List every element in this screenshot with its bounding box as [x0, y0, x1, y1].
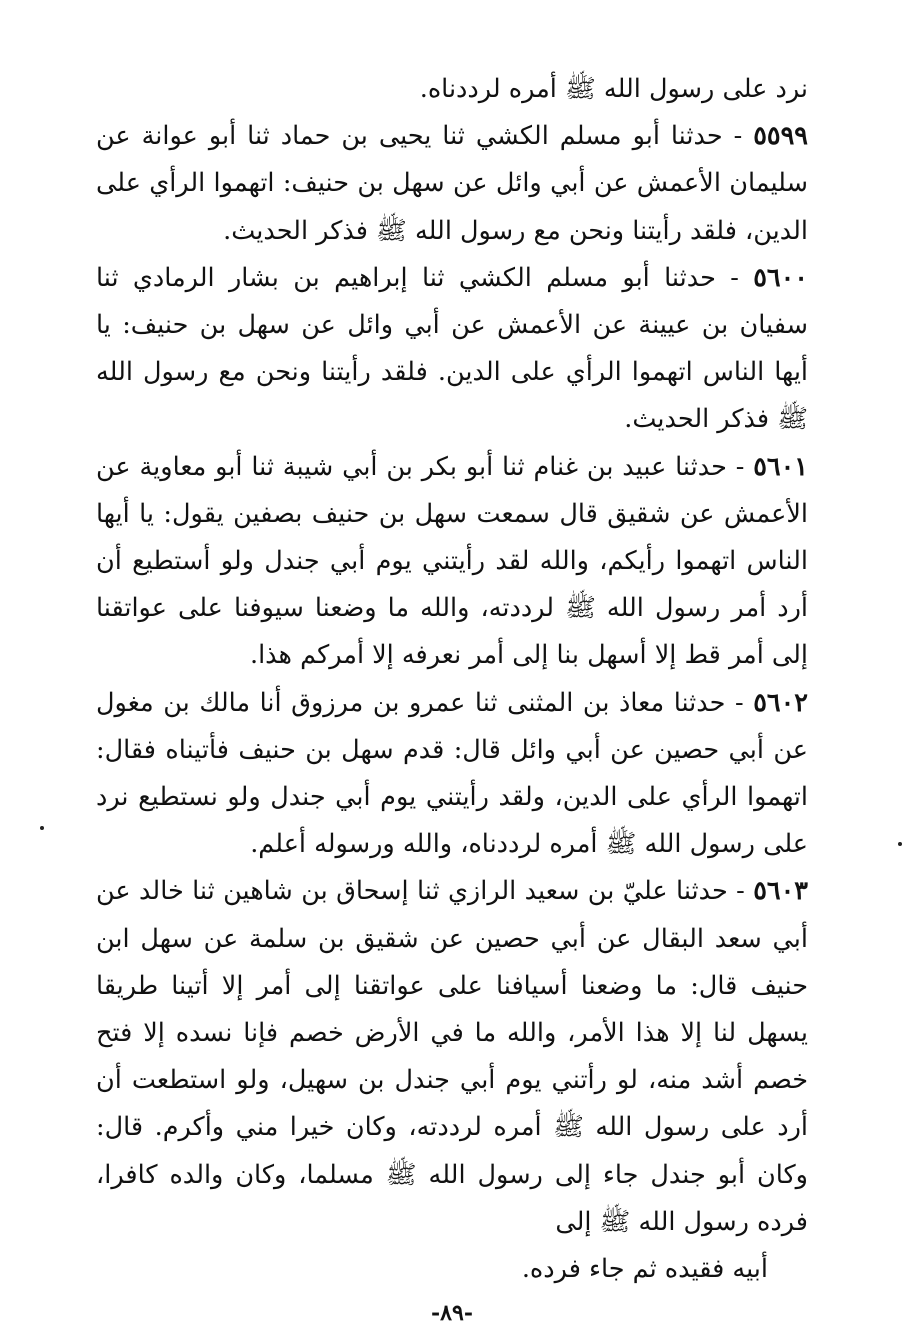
hadith-text: حدثنا معاذ بن المثنى ثنا عمرو بن مرزوق أنا مالك بن مغول عن أبي حصين عن أبي وائل قال: قدم سهل بن حنيف فأتيناه فقال: اتهموا الرأي على الدين، ولقد رأيتني يوم أبي جندل ولو نستطيع نرد على رسول الله ﷺ أمره لرددناه، والله ورسوله أعلم. [96, 687, 808, 860]
hadith-text: حدثنا عليّ بن سعيد الرازي ثنا إسحاق بن شاهين ثنا خالد عن أبي سعد البقال عن أبي حصين عن شقيق بن سلمة عن سهل ابن حنيف قال: ما وضعنا أسيافنا على عواتقنا إلى أمر إلا أتينا طريقا يسهل لنا إلا هذا الأمر، والله ما في الأرض خصم فإنا نسده إلا فتح خصم أشد منه، لو رأتني يوم أبي جندل بن سهيل، ولو استطعت أن أرد على رسول الله ﷺ أمره لرددته، وكان خيرا مني وأكرم. قال: وكان أبو جندل جاء إلى رسول الله ﷺ مسلما، وكان والده كافرا، فرده رسول الله ﷺ إلى [96, 876, 808, 1237]
hadith-number: ٥٦٠١ [753, 451, 808, 482]
hadith-text: حدثنا أبو مسلم الكشي ثنا يحيى بن حماد ثنا أبو عوانة عن سليمان الأعمش عن أبي وائل عن سهل بن حنيف: اتهموا الرأي على الدين، فلقد رأيتنا ونحن مع رسول الله ﷺ فذكر الحديث. [96, 121, 808, 246]
hadith-dash: - [715, 262, 754, 293]
hadith-text: حدثنا عبيد بن غنام ثنا أبو بكر بن أبي شيبة ثنا أبو معاوية عن الأعمش عن شقيق قال سمعت سهل بن حنيف بصفين يقول: يا أيها الناس اتهموا رأيكم، والله لقد رأيتني يوم أبي جندل ولو أستطيع أن أرد أمر رسول الله ﷺ لرددته، والله ما وضعنا سيوفنا على عواتقنا إلى أمر قط إلا أسهل بنا إلى أمر نعرفه إلا أمركم هذا. [96, 451, 808, 671]
hadith-number: ٥٦٠٣ [753, 876, 808, 907]
continuation-paragraph: نرد على رسول الله ﷺ أمره لرددناه. [419, 74, 808, 104]
hadith-paragraph [96, 868, 808, 1246]
hadith-dash: - [722, 121, 754, 152]
hadith-number: ٥٦٠٢ [753, 687, 808, 718]
hadith-final-line: أبيه فقيده ثم جاء فرده. [521, 1254, 768, 1285]
page-body [96, 66, 808, 1293]
hadith-paragraph [96, 255, 808, 444]
hadith-paragraph [96, 680, 808, 869]
hadith-paragraph [96, 444, 808, 680]
margin-dot [40, 826, 44, 830]
hadith-dash: - [727, 876, 754, 907]
hadith-number: ٥٥٩٩ [753, 121, 809, 152]
hadith-paragraph [96, 113, 808, 255]
margin-dot [898, 842, 902, 846]
hadith-dash: - [725, 687, 754, 718]
hadith-text: حدثنا أبو مسلم الكشي ثنا إبراهيم بن بشار الرمادي ثنا سفيان بن عيينة عن الأعمش عن أبي وائل عن سهل بن حنيف: يا أيها الناس اتهموا الرأي على الدين. فلقد رأيتنا ونحن مع رسول الله ﷺ فذكر الحديث. [96, 262, 808, 435]
hadith-dash: - [726, 451, 754, 482]
page-number: -٨٩- [431, 1300, 473, 1326]
hadith-number: ٥٦٠٠ [753, 262, 808, 293]
